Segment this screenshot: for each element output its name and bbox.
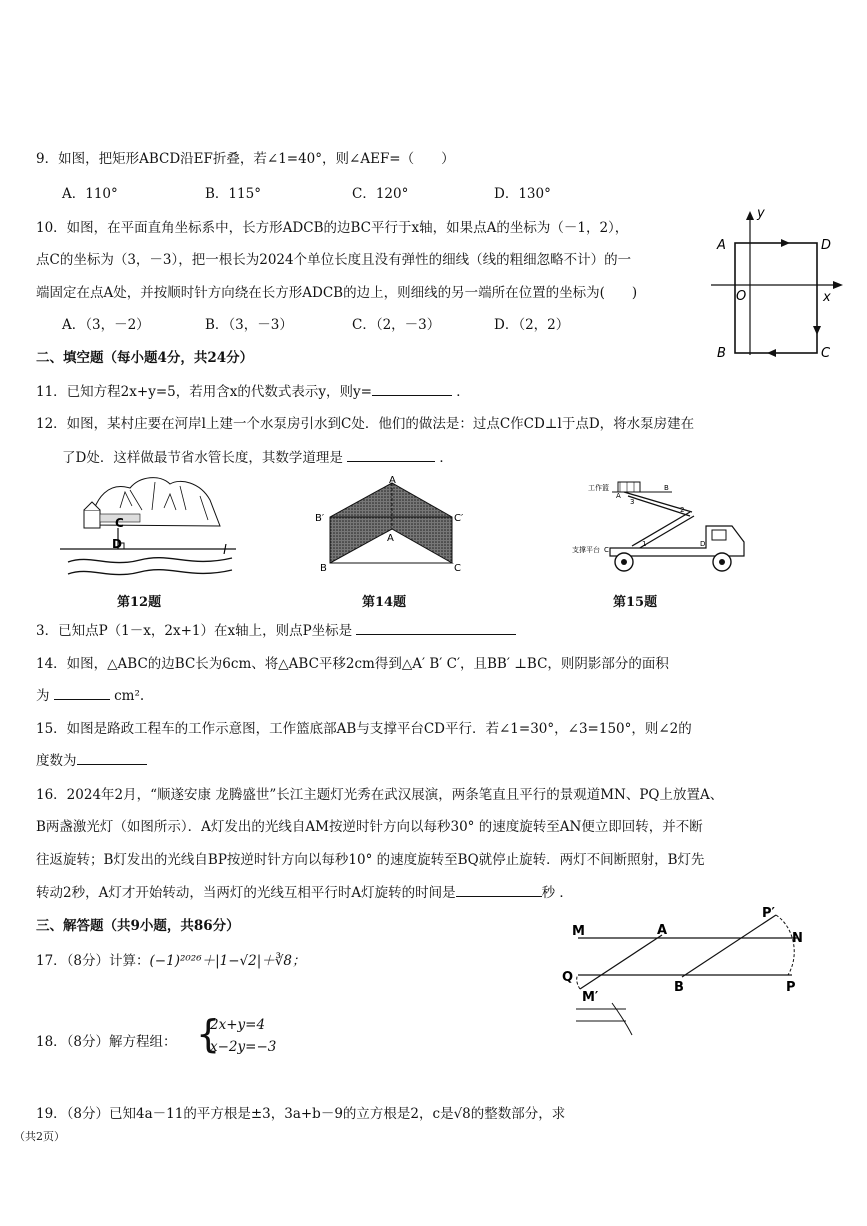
q10-coordinate-figure — [705, 205, 845, 365]
fig15-label-a: A — [616, 492, 621, 500]
q14-line2 — [36, 687, 144, 705]
q9-stem: 9．如图，把矩形ABCD沿EF折叠，若∠1=40°，则∠AEF=（ ） — [36, 151, 455, 167]
q14-unit: cm². — [114, 688, 145, 704]
q9-option-c: C．120° — [352, 186, 409, 202]
fig15-label-work-basket: 工作篮 — [588, 484, 609, 492]
q15-pre: 度数为 — [36, 753, 77, 769]
q18-eq1: 2x+y=4 — [210, 1017, 266, 1033]
q16-fig-label-b: B — [674, 980, 684, 995]
q16-answer-blank[interactable] — [456, 884, 542, 897]
q18-system — [196, 1014, 276, 1058]
q10-fig-label-b: B — [717, 346, 726, 361]
fig12-label-l: l — [223, 543, 227, 558]
q18-pre: 18．（8分）解方程组： — [36, 1034, 177, 1050]
q16-line2: B两盏激光灯（如图所示）．A灯发出的光线自AM按逆时针方向以每秒30° 的速度旋转至AN便立即回转，并不断 — [36, 819, 703, 835]
q16-line4: 转动2秒，A灯才开始转动，当两灯的光线互相平行时A灯旋转的时间是 — [36, 885, 456, 901]
fig15-label-c: C — [604, 546, 609, 554]
q16-end: ． — [559, 885, 573, 901]
q10-fig-label-y: y — [757, 206, 765, 221]
q10-fig-label-o: O — [736, 289, 747, 304]
fig12-label-c: C — [115, 516, 124, 530]
section3-heading: 三、解答题（共9小题，共86分） — [36, 918, 240, 934]
q16-fig-label-m-prime: M′ — [582, 990, 599, 1005]
q16-fig-label-m: M — [572, 924, 585, 939]
q11-text — [36, 383, 470, 401]
fig12-river-illustration — [60, 470, 240, 580]
q17-pre: 17．（8分）计算： — [36, 953, 150, 969]
q10-fig-label-a: A — [717, 238, 726, 253]
q11-end: ． — [456, 384, 470, 400]
q14-line1: 14．如图，△ABC的边BC长为6cm、将△ABC平移2cm得到△A′ B′ C′，且BB′ ⊥BC，则阴影部分的面积 — [36, 656, 669, 672]
q16-line4-wrap — [36, 884, 573, 902]
q15-line1: 15．如图是路政工程车的工作示意图，工作篮底部AB与支撑平台CD平行．若∠1=30°，∠3=150°，则∠2的 — [36, 721, 692, 737]
q10-line1: 10．如图，在平面直角坐标系中，长方形ADCB的边BC平行于x轴，如果点A的坐标为（－1，2）， — [36, 220, 629, 236]
q16-unit: 秒 — [541, 885, 556, 901]
q17-wrap — [36, 952, 306, 970]
q16-light-figure — [562, 905, 817, 1055]
q12-end: ． — [439, 450, 453, 466]
fig15-caption: 第15题 — [613, 595, 658, 610]
q15-answer-blank[interactable] — [77, 752, 147, 765]
q16-fig-label-p: P — [786, 980, 796, 995]
q10-fig-label-d: D — [821, 238, 832, 253]
q9-option-a: A．110° — [62, 186, 118, 202]
q12-line2: 了D处．这样做最节省水管长度，其数学道理是 — [62, 450, 343, 466]
q11-stem: 11．已知方程2x+y=5，若用含x的代数式表示y，则y= — [36, 384, 372, 400]
q10-option-a: A．（3，－2） — [62, 317, 150, 333]
q12-answer-blank[interactable] — [347, 449, 435, 462]
q16-fig-label-q: Q — [562, 970, 574, 985]
fig14-label-a-mid: A — [387, 533, 394, 544]
q18-brace: { — [196, 1012, 221, 1056]
fig15-label-d: D — [700, 540, 706, 548]
fig12-label-d: D — [112, 537, 122, 551]
q10-fig-label-c: C — [821, 346, 831, 361]
q10-line3: 端固定在点A处，并按顺时针方向绕在长方形ADCB的边上，则细线的另一端所在位置的坐标为( ) — [36, 285, 638, 301]
q11-answer-blank[interactable] — [372, 383, 452, 396]
q14-answer-blank[interactable] — [54, 687, 110, 700]
page-footer: （共2页） — [14, 1130, 65, 1143]
fig14-label-b-prime: B′ — [315, 513, 325, 524]
q12-line2-wrap — [62, 449, 453, 467]
q19-text: 19．（8分）已知4a－11的平方根是±3，3a+b－9的立方根是2，c是√8的整数部分，求 — [36, 1106, 566, 1122]
q10-option-b: B．（3，－3） — [205, 317, 293, 333]
q12-line1: 12．如图，某村庄要在河岸l上建一个水泵房引水到C处．他们的做法是：过点C作CD⊥l于点D，将水泵房建在 — [36, 416, 695, 432]
q16-fig-label-n: N — [792, 931, 803, 946]
fig14-label-c: C — [454, 563, 461, 574]
q18-eq2: x−2y=−3 — [210, 1039, 277, 1055]
q9-option-b: B．115° — [205, 186, 261, 202]
q13-wrap — [36, 622, 516, 640]
q16-line1: 16．2024年2月，“顺遂安康 龙腾盛世”长江主题灯光秀在武汉展演，两条笔直且平行的景观道MN、PQ上放置A、 — [36, 787, 724, 803]
q9-option-d: D．130° — [494, 186, 551, 202]
q15-line2 — [36, 752, 147, 770]
fig14-triangle-translation — [312, 475, 472, 575]
fig12-caption: 第12题 — [117, 595, 162, 610]
fig15-label-2: 2 — [680, 506, 685, 514]
fig15-engineering-truck — [572, 476, 752, 581]
q16-fig-label-p-prime: P′ — [762, 906, 775, 921]
fig14-label-c-prime: C′ — [454, 513, 464, 524]
fig15-label-support: 支撑平台 — [572, 546, 600, 554]
q14-pre: 为 — [36, 688, 50, 704]
q16-line3: 往返旋转；B灯发出的光线自BP按逆时针方向以每秒10° 的速度旋转至BQ就停止旋转．两灯不间断照射，B灯先 — [36, 852, 705, 868]
q13-text: 3．已知点P（1－x，2x+1）在x轴上，则点P坐标是 — [36, 623, 353, 639]
q13-answer-blank[interactable] — [356, 622, 516, 635]
fig15-label-b: B — [664, 484, 669, 492]
fig15-label-1: 1 — [642, 540, 647, 548]
fig15-label-3: 3 — [630, 498, 635, 506]
section2-heading: 二、填空题（每小题4分，共24分） — [36, 350, 254, 366]
fig14-label-b: B — [320, 563, 327, 574]
q10-fig-label-x: x — [823, 290, 831, 305]
q17-expression: (−1)²⁰²⁶＋|1−√2|＋∛8； — [149, 953, 306, 969]
q10-line2: 点C的坐标为（3，－3），把一根长为2024个单位长度且没有弹性的细线（线的粗细忽略不计）的一 — [36, 252, 632, 268]
q10-option-c: C．（2，－3） — [352, 317, 441, 333]
q16-fig-label-a: A — [657, 923, 668, 938]
fig14-caption: 第14题 — [362, 595, 407, 610]
fig14-label-a-top: A — [389, 475, 396, 486]
q10-option-d: D．（2，2） — [494, 317, 570, 333]
